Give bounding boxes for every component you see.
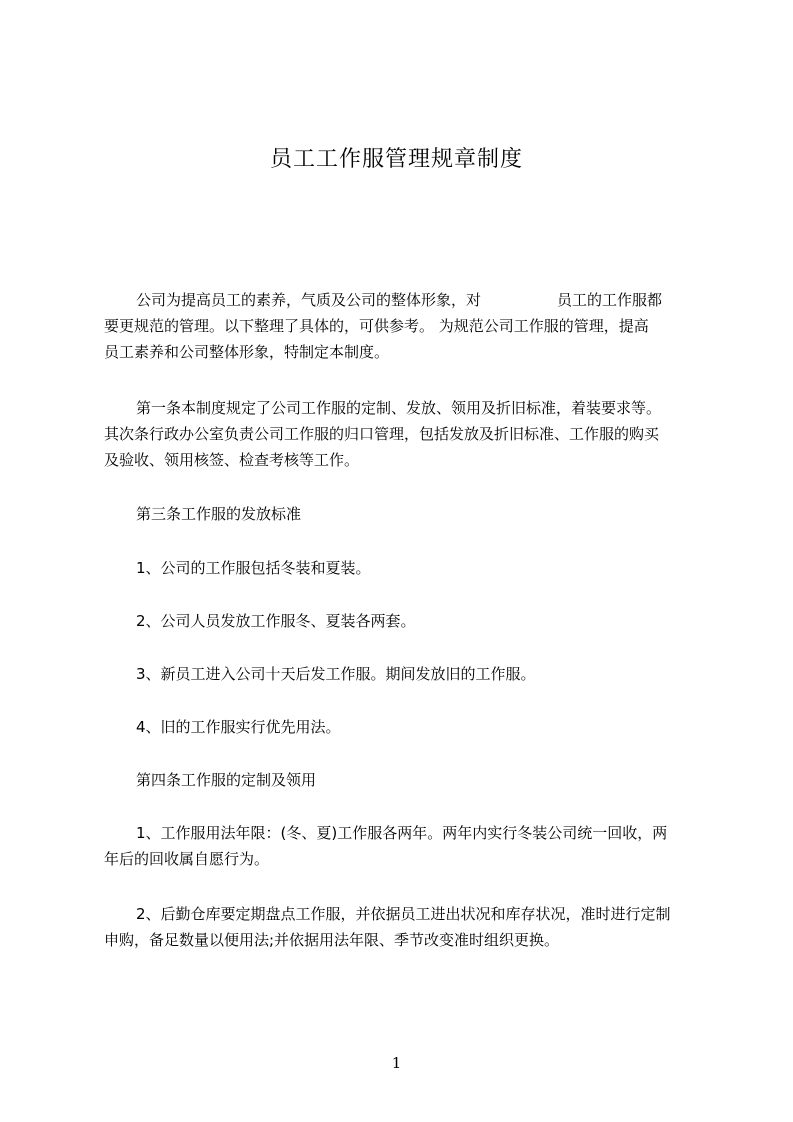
intro-line-1: [104, 287, 704, 313]
page-title: 员工工作服管理规章制度: [269, 147, 523, 172]
article-3-item-4-text: 4、旧的工作服实行优先用法。: [136, 718, 341, 736]
article-3-heading: [104, 501, 704, 527]
article-3-item-2-text: 2、公司人员发放工作服冬、夏装各两套。: [136, 612, 416, 630]
article-3-item-3-text: 3、新员工进入公司十天后发工作服。期间发放旧的工作服。: [136, 665, 536, 683]
article-4-item-2: [104, 901, 704, 953]
article-1-line-2: 其次条行政办公室负责公司工作服的归口管理，包括发放及折旧标准、工作服的购买: [104, 425, 660, 443]
article-4-item-2-line-1: 2、后勤仓库要定期盘点工作服，并依据员工进出状况和库存状况，准时进行定制: [136, 905, 671, 923]
article-3-item-2: [104, 608, 704, 634]
intro-line-2: 要更规范的管理。以下整理了具体的，可供参考。 为规范公司工作服的管理，提高: [104, 317, 649, 335]
article-3-item-1: [104, 555, 704, 581]
article-4-heading-text: 第四条工作服的定制及领用: [136, 771, 317, 789]
article-4-item-2-line-2: 申购，备足数量以便用法;并依据用法年限、季节改变准时组织更换。: [104, 931, 560, 949]
article-1-paragraph: [104, 395, 704, 473]
article-4-item-1-line-2: 年后的回收属自愿行为。: [104, 850, 270, 868]
intro-line-1-a: 公司为提高员工的素养，气质及公司的整体形象，对: [136, 291, 482, 309]
article-3-item-4: [104, 714, 704, 740]
article-4-item-1: [104, 820, 704, 872]
page-number: 1: [391, 1054, 402, 1072]
intro-paragraph: [104, 287, 704, 365]
article-1-line-1: 第一条本制度规定了公司工作服的定制、发放、领用及折旧标准，着装要求等。: [136, 399, 662, 417]
article-4-item-1-line-1: 1、工作服用法年限：(冬、夏)工作服各两年。两年内实行冬装公司统一回收，两: [136, 824, 668, 842]
article-3-item-3: [104, 661, 704, 687]
article-3-item-1-text: 1、公司的工作服包括冬装和夏装。: [136, 559, 371, 577]
intro-line-1-b: 员工的工作服都: [557, 291, 663, 309]
article-3-heading-text: 第三条工作服的发放标准: [136, 505, 302, 523]
intro-line-3: 员工素养和公司整体形象，特制定本制度。: [104, 343, 390, 361]
article-4-heading: [104, 767, 704, 793]
article-1-line-3: 及验收、领用核签、检查考核等工作。: [104, 451, 360, 469]
